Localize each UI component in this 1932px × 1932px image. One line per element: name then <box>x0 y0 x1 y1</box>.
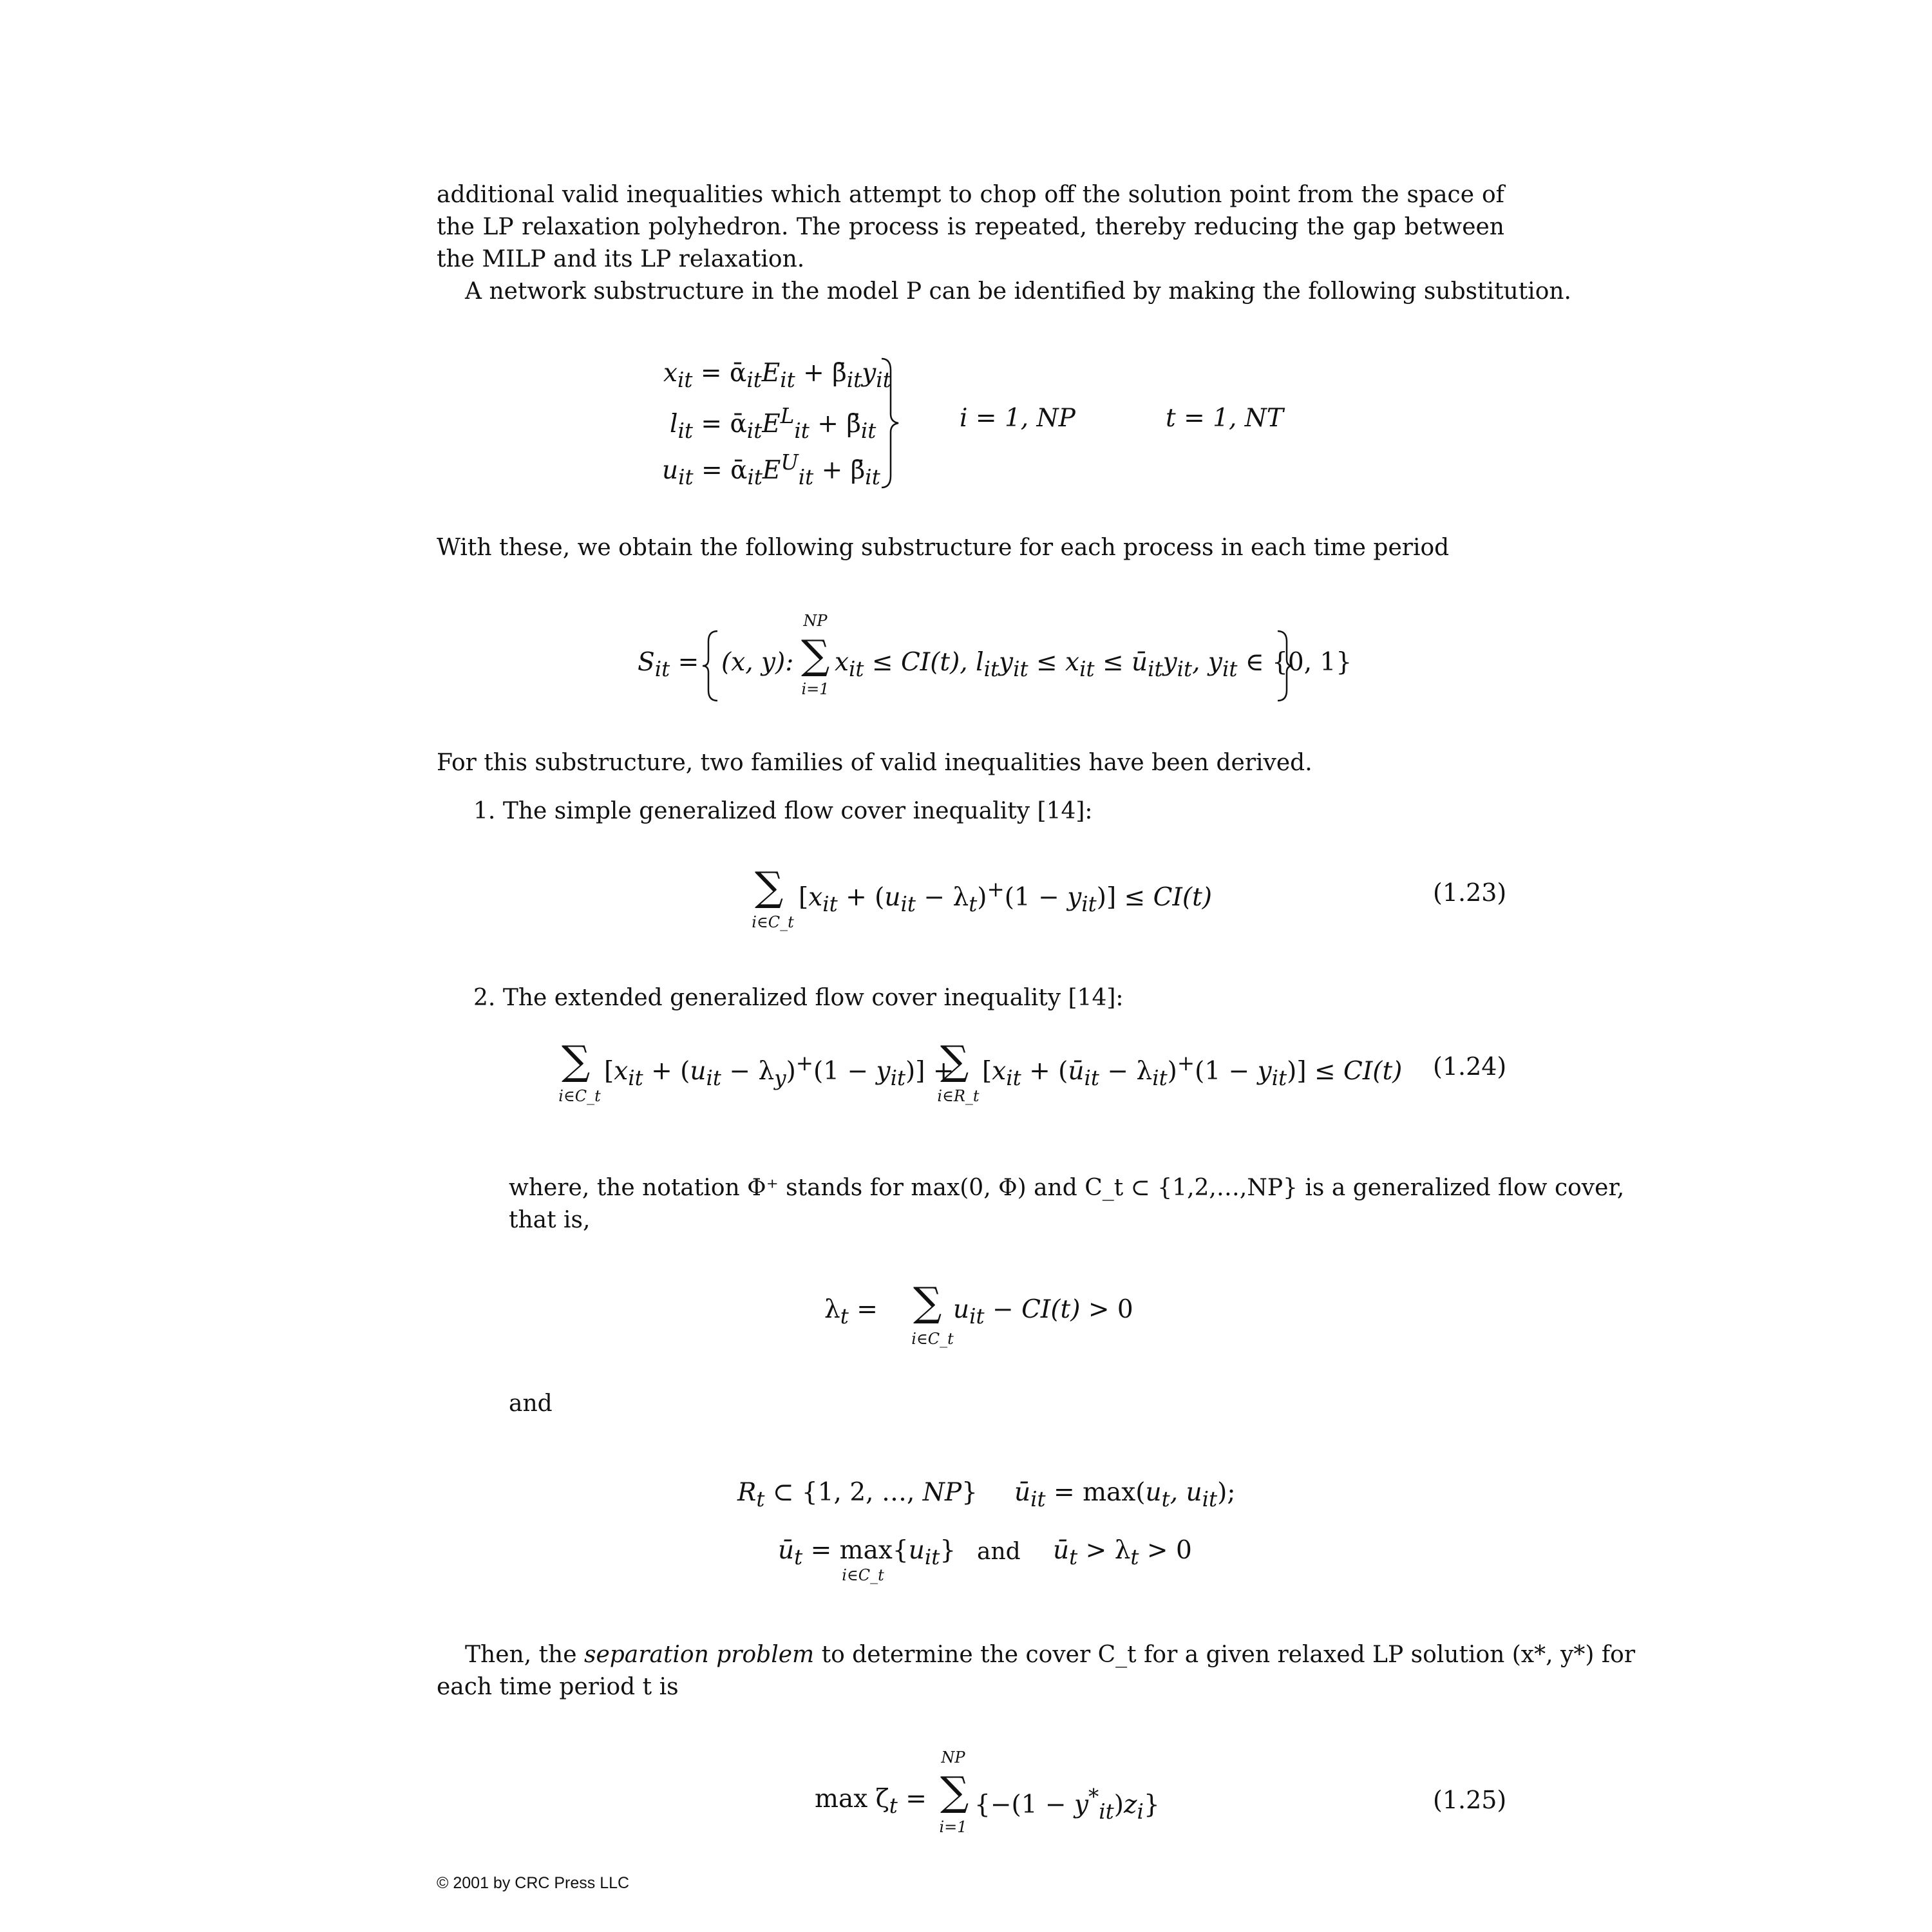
sum-upper-limit: NP <box>941 1748 965 1766</box>
substitution-line-2: $l_{it}$ = $ᾱ_{it}E^L_{it}$ + $\betā_{it}$ <box>670 404 876 443</box>
left-brace-icon <box>701 630 720 702</box>
equation-number-1-25: (1.25) <box>1433 1786 1507 1814</box>
sum-symbol: ∑ <box>755 863 784 910</box>
sum-symbol-1: ∑ <box>562 1037 591 1084</box>
equation-1-25-rhs: $\{-(1 - y^*_{it})z_i\}$ <box>974 1785 1160 1824</box>
intro-paragraph: additional valid inequalities which attempt to chop off the solution point from the space of the LP relaxation polyhedron. The process is repeated, thereby reducing the gap between the MILP and its LP relaxation. <box>437 182 1504 272</box>
equation-number-1-23: (1.23) <box>1433 878 1507 907</box>
substitution-line-3: $u_{it}$ = $ᾱ_{it}E^U_{it}$ + $\betā_{it}$ <box>662 450 880 489</box>
lambda-lhs: $\lambda_t$ = <box>824 1295 878 1329</box>
substitution-line-1: $x_{it}$ = $ᾱ_{it}E_{it}$ + $\betā_{it}y_{it}$ <box>663 359 891 392</box>
copyright-footer: © 2001 by CRC Press LLC <box>437 1874 630 1892</box>
equation-1-23 <box>741 863 1513 940</box>
sum-symbol: ∑ <box>913 1278 942 1325</box>
sum-symbol: ∑ <box>940 1768 969 1815</box>
sum-lower-limit-1: i∈C_t <box>558 1087 601 1105</box>
substructure-lhs: $S_{it}$ = <box>638 648 699 681</box>
item-2-number: 2. <box>473 985 496 1011</box>
sets-and-word: and <box>977 1539 1021 1565</box>
equation-1-24 <box>547 1037 1513 1121</box>
item-1-number: 1. <box>473 798 496 824</box>
sets-line-2-right: $ū_t > \lambda_t > 0$ <box>1053 1536 1192 1569</box>
substructure-xy: (x, y): <box>721 648 794 677</box>
sets-line-1-right: $ū_{it} = \max(u_t$, $u_{it}$); <box>1014 1478 1236 1511</box>
i-range: i = 1, NP <box>960 404 1075 433</box>
substructure-body: $x_{it} \le CI(t)$, $l_{it}y_{it} \le x_{it}$ ≤ $ū_{it}y_{it}$, $y_{it}$ ∈ {0, 1} <box>835 648 1352 681</box>
item-2-text: The extended generalized flow cover inequality [14]: <box>502 985 1124 1011</box>
sum-lower-limit: i∈C_t <box>911 1330 954 1348</box>
substructure-equation <box>631 612 1352 708</box>
equation-1-24-part-2: [$x_{it}$ + $(ū_{it} - \lambda_{it})^+(1 - y_{it})] \le CI(t)$ <box>982 1051 1403 1090</box>
equation-number-1-24: (1.24) <box>1433 1052 1507 1081</box>
where-line-2: that is, <box>509 1207 591 1233</box>
separation-problem-term: separation problem <box>583 1642 815 1668</box>
network-sentence <box>465 276 1571 308</box>
sum-lower-limit: i=1 <box>939 1818 967 1836</box>
separation-line-2: each time period t is <box>437 1674 679 1700</box>
equation-1-25 <box>815 1748 1513 1845</box>
where-line-1: where, the notation Φ⁺ stands for max(0, Φ) and C_t ⊂ {1,2,…,NP} is a generalized flow cover, <box>509 1175 1625 1201</box>
sets-line-1-left: $R_t$ ⊂ {1, 2, …, NP} <box>737 1478 978 1511</box>
equation-1-25-lhs: $\max \zeta_t$ = <box>815 1785 927 1818</box>
separation-line-1: Then, the separation problem to determine the cover C_t for a given relaxed LP solution (x*, y*) for <box>465 1642 1636 1668</box>
item-2 <box>473 982 1124 1014</box>
sets-line-2-left: $ū_t = \max\{u_{it}\}$ <box>778 1536 956 1569</box>
equation-1-24-part-1: $[x_{it} + (u_{it} - \lambda_y)^+(1 - y_{it})]$ + <box>604 1051 954 1090</box>
with-these-sentence: With these, we obtain the following substructure for each process in each time period <box>437 535 1450 561</box>
right-brace-icon <box>1275 630 1294 702</box>
right-brace-icon <box>879 357 905 489</box>
sum-lower-limit-2: i∈R_t <box>937 1087 980 1105</box>
max-subscript: i∈C_t <box>842 1566 884 1584</box>
sum-upper-limit: NP <box>803 612 828 630</box>
families-sentence: For this substructure, two families of valid inequalities have been derived. <box>437 750 1312 776</box>
network-sentence-text: A network substructure in the model P can be identified by making the following substitution. <box>465 278 1571 305</box>
sum-symbol: ∑ <box>801 631 830 678</box>
lambda-equation <box>824 1278 1146 1362</box>
substitution-block <box>644 351 1320 496</box>
t-range: t = 1, NT <box>1166 404 1283 433</box>
sum-lower-limit: i=1 <box>801 680 829 698</box>
equation-1-23-body: $[x_{it} + (u_{it} - \lambda_t)^+(1 - y_{it})] \le CI(t)$ <box>799 877 1212 916</box>
item-1-text: The simple generalized flow cover inequality [14]: <box>502 798 1093 824</box>
sum-lower-limit: i∈C_t <box>752 913 794 931</box>
lambda-rhs: $u_{it} - CI(t) > 0$ <box>953 1295 1133 1329</box>
item-1 <box>473 795 1093 828</box>
sum-symbol-2: ∑ <box>940 1037 969 1084</box>
and-word: and <box>509 1390 553 1417</box>
